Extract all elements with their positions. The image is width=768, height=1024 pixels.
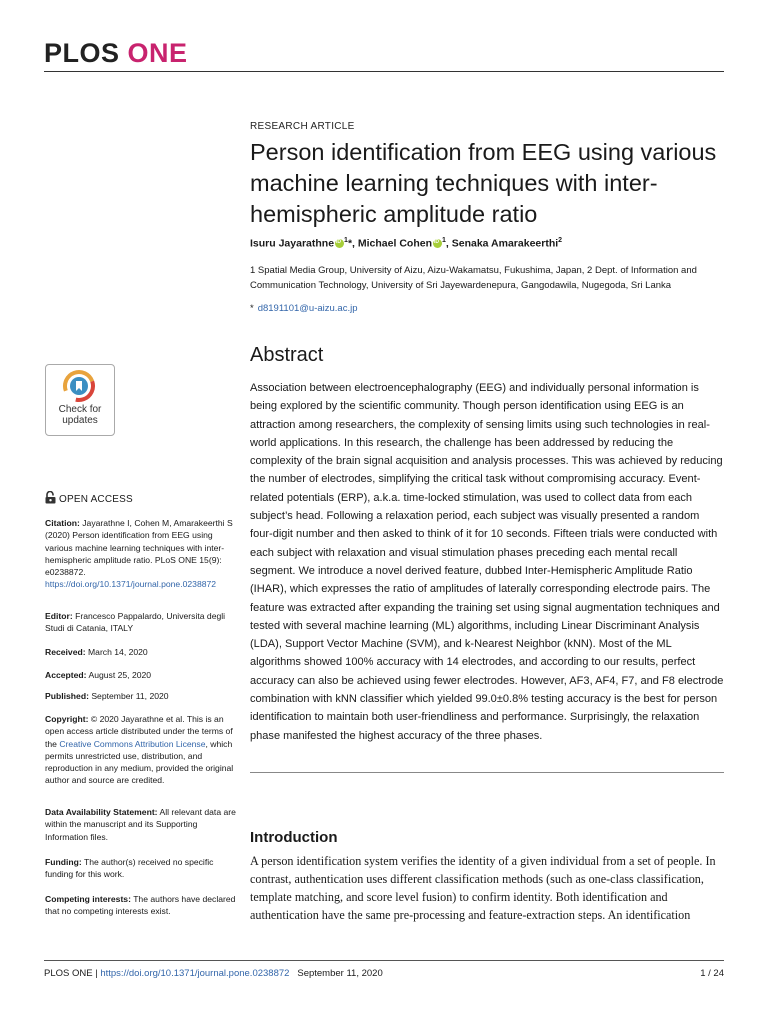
author-name[interactable]: Isuru Jayarathne — [250, 237, 335, 250]
logo-one: ONE — [127, 38, 188, 68]
email-link[interactable]: d8191101@u-aizu.ac.jp — [257, 303, 358, 314]
data-availability-text: All relevant data are within the manuscript and its Supporting Information files. — [45, 807, 236, 842]
abstract-heading: Abstract — [250, 344, 324, 366]
citation-block — [45, 517, 240, 591]
footer-doi-link[interactable]: https://doi.org/10.1371/journal.pone.0238872 — [100, 968, 290, 979]
footer-journal: PLOS ONE — [44, 968, 93, 979]
funding-label: Funding: — [45, 857, 82, 867]
editor-text: Francesco Pappalardo, Universita degli Studi di Catania, ITALY — [45, 611, 226, 634]
badge-label — [46, 405, 114, 426]
author-name[interactable]: Senaka Amarakeerthi — [451, 237, 559, 250]
data-availability-label: Data Availability Statement: — [45, 807, 158, 817]
orcid-icon[interactable] — [335, 239, 344, 248]
badge-line2: updates — [62, 414, 98, 426]
check-for-updates-badge[interactable] — [45, 364, 115, 436]
received-block — [45, 646, 240, 658]
footer-rule — [44, 960, 724, 961]
article-kind: RESEARCH ARTICLE — [250, 121, 355, 132]
footer-separator: | — [95, 968, 98, 979]
corresponding-mark: * — [347, 237, 353, 250]
introduction-heading: Introduction — [250, 829, 338, 846]
funding-block — [45, 856, 240, 881]
citation-label: Citation: — [45, 518, 80, 528]
license-link[interactable]: Creative Commons Attribution License — [59, 738, 206, 749]
footer-date: September 11, 2020 — [297, 968, 383, 979]
crossmark-icon — [62, 369, 96, 403]
abstract-text: Association between electroencephalography (EEG) and individually personal information is being explored by the scientific community. Though person identification using EEG is an attraction among researchers, the complexity of sensing limits using such technologies in real-world applications. In this research, the challenge has been addressed by reducing the complexity of the brain signal acquisition and analysis processes. This was achieved by reducing the number of electrodes, simplifying the critical task without compromising accuracy. Event-related potentials (ERP), a.k.a. time-locked stimulation, was used to collect data from each subject’s head. Following a relaxation period, each subject was visually presented a random four-digit number and then asked to think of it for 10 seconds. Fifteen trials were conducted with each subject with relaxation and visual stimulation phases preceding each mental recall segment. We introduce a novel derived feature, dubbed Inter-Hemispheric Amplitude Ratio (IHAR), which expresses the ratio of amplitudes of laterally corresponding electrode pairs. The feature was extracted after expanding the training set using signal augmentation techniques and tested with several machine learning (ML) algorithms, including Linear Discriminant Analysis (LDA), Support Vector Machine (SVM), and k-Nearest Neighbor (kNN). Most of the ML algorithms showed 100% accuracy with 14 electrodes, and according to our results, perfect accuracy can also be achieved using fewer electrodes. However, AF3, AF4, F7, and F8 electrode combination with kNN classifier which yielded 99.0±0.8% testing accuracy is the best for person identification to maintain both user-friendliness and performance. Surprisingly, the relaxation phase manifested the highest accuracy of the three phases. — [250, 382, 724, 742]
abstract-rule — [250, 772, 724, 773]
author-name[interactable]: Michael Cohen — [357, 237, 432, 250]
corresponding-star: * — [250, 303, 254, 314]
orcid-icon[interactable] — [433, 239, 442, 248]
author-affiliation-mark: 2 — [558, 237, 563, 244]
competing-interests-label: Competing interests: — [45, 894, 131, 904]
open-lock-icon — [45, 491, 56, 504]
badge-line1: Check for — [58, 404, 102, 415]
article-title: Person identification from EEG using various machine learning techniques with inter-hemispheric amplitude ratio — [250, 139, 717, 227]
page-footer — [44, 968, 383, 979]
copyright-text: © 2020 Jayarathne et al. This is an open access article distributed under the terms of the — [45, 714, 233, 749]
published-date: September 11, 2020 — [91, 691, 169, 701]
competing-interests-block — [45, 893, 240, 918]
introduction-text: A person identification system verifies the identity of a given individual from a set of people. In contrast, authentication uses different classification methods (such as one-class classification, template matching, and score level fusion) to confirm identity. Both identification and authentication have the same pre-processing and feature-extraction steps. An identification — [250, 854, 716, 922]
copyright-block — [45, 713, 240, 787]
funding-text: The author(s) received no specific funding for this work. — [45, 857, 214, 880]
published-block — [45, 690, 240, 702]
copyright-label: Copyright: — [45, 714, 89, 724]
citation-text: Jayarathne I, Cohen M, Amarakeerthi S (2020) Person identification from EEG using various machine learning techniques with inter-hemispheric amplitude ratio. PLoS ONE 15(9): e0238872. — [45, 518, 233, 578]
competing-interests-text: The authors have declared that no competing interests exist. — [45, 894, 236, 917]
corresponding-email — [250, 303, 358, 314]
data-availability-block — [45, 806, 240, 843]
editor-block — [45, 610, 240, 635]
published-label: Published: — [45, 691, 89, 701]
received-date: March 14, 2020 — [88, 647, 148, 657]
open-access-label: OPEN ACCESS — [59, 494, 133, 505]
editor-label: Editor: — [45, 611, 73, 621]
open-access — [45, 491, 133, 505]
accepted-date: August 25, 2020 — [88, 670, 152, 680]
author-affiliation-mark: 1 — [344, 237, 348, 244]
author-affiliation-mark: 1 — [442, 237, 446, 244]
journal-logo — [44, 38, 188, 69]
citation-doi-link[interactable]: https://doi.org/10.1371/journal.pone.0238872 — [45, 579, 217, 590]
accepted-block — [45, 669, 240, 681]
logo-plos: PLOS — [44, 38, 120, 68]
author-list: Isuru JayarathneiD $^1$*, Michael CoheniD $^1$, Senaka Amarakeerthi$^2$ — [250, 237, 562, 250]
received-label: Received: — [45, 647, 86, 657]
accepted-label: Accepted: — [45, 670, 87, 680]
header-rule — [44, 71, 724, 72]
page-number: 1 / 24 — [700, 968, 724, 979]
copyright-text-tail: , which permits unrestricted use, distribution, and reproduction in any medium, provided the original author and source are credited. — [45, 738, 234, 786]
affiliations: 1 Spatial Media Group, University of Aizu, Aizu-Wakamatsu, Fukushima, Japan, 2 Dept. of Information and Communication Technology, University of Sri Jayewardenepura, Gangodawila, Nugegoda, Sri Lanka — [250, 265, 697, 291]
